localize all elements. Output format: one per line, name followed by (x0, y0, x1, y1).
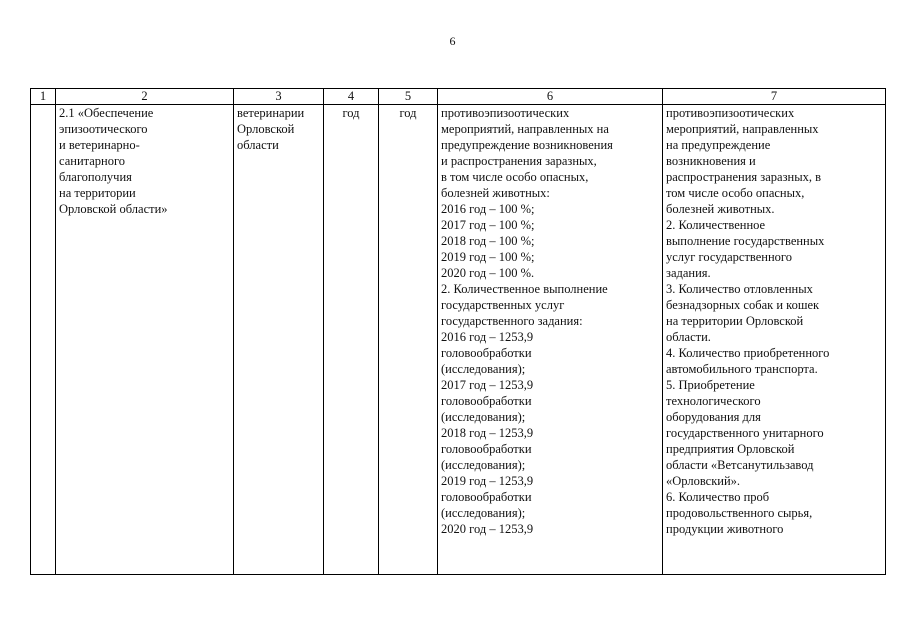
result-line: 2017 год – 1253,9 (441, 378, 534, 392)
subprogram-line: 2.1 «Обеспечение (59, 106, 154, 120)
indicator-line: автомобильного транспорта. (666, 362, 818, 376)
result-line: (исследования); (441, 410, 526, 424)
cell-expected-results (438, 105, 663, 575)
cell-number (31, 105, 56, 575)
indicator-line: противоэпизоотических (666, 106, 795, 120)
executor-line: Орловской (237, 122, 295, 136)
header-cell-3: 3 (234, 89, 324, 105)
executor-line: области (237, 138, 279, 152)
indicator-line: мероприятий, направленных (666, 122, 819, 136)
indicator-line: области. (666, 330, 711, 344)
indicator-line: 6. Количество проб (666, 490, 770, 504)
result-line: в том числе особо опасных, (441, 170, 589, 184)
result-line: (исследования); (441, 506, 526, 520)
header-cell-2: 2 (56, 89, 234, 105)
result-line: 2020 год – 100 %. (441, 266, 535, 280)
header-cell-7: 7 (663, 89, 886, 105)
indicator-line: 3. Количество отловленных (666, 282, 813, 296)
indicator-line: 5. Приобретение (666, 378, 755, 392)
result-line: и распространения заразных, (441, 154, 597, 168)
header-cell-5: 5 (379, 89, 438, 105)
result-line: головообработки (441, 394, 532, 408)
indicator-line: на предупреждение (666, 138, 771, 152)
indicator-line: продовольственного сырья, (666, 506, 813, 520)
indicator-line: услуг государственного (666, 250, 793, 264)
cell-subprogram (56, 105, 234, 575)
result-line: 2016 год – 1253,9 (441, 330, 534, 344)
header-cell-6: 6 (438, 89, 663, 105)
subprogram-line: Орловской области» (59, 202, 168, 216)
indicator-line: распространения заразных, в (666, 170, 822, 184)
indicator-line: «Орловский». (666, 474, 741, 488)
result-line: головообработки (441, 490, 532, 504)
result-line: головообработки (441, 442, 532, 456)
result-line: 2017 год – 100 %; (441, 218, 535, 232)
indicator-line: болезней животных. (666, 202, 775, 216)
result-line: 2019 год – 1253,9 (441, 474, 534, 488)
indicator-line: продукции животного (666, 522, 784, 536)
result-line: болезней животных: (441, 186, 550, 200)
result-line: 2019 год – 100 %; (441, 250, 535, 264)
result-line: мероприятий, направленных на (441, 122, 609, 136)
result-line: головообработки (441, 346, 532, 360)
table-row (31, 105, 886, 575)
indicator-line: государственного унитарного (666, 426, 824, 440)
indicator-line: предприятия Орловской (666, 442, 795, 456)
subprogram-line: санитарного (59, 154, 126, 168)
subprogram-line: и ветеринарно- (59, 138, 140, 152)
header-row (31, 89, 886, 105)
subprogram-line: эпизоотического (59, 122, 148, 136)
page-number: 6 (449, 34, 456, 48)
result-line: государственных услуг (441, 298, 565, 312)
indicator-line: технологического (666, 394, 761, 408)
result-line: 2018 год – 1253,9 (441, 426, 534, 440)
indicator-line: задания. (666, 266, 711, 280)
result-line: 2020 год – 1253,9 (441, 522, 534, 536)
indicator-line: том числе особо опасных, (666, 186, 805, 200)
indicator-line: возникновения и (666, 154, 756, 168)
executor-line: ветеринарии (237, 106, 305, 120)
indicator-line: оборудования для (666, 410, 761, 424)
indicator-line: выполнение государственных (666, 234, 825, 248)
cell-executor (234, 105, 324, 575)
subprogram-line: на территории (59, 186, 136, 200)
cell-end-year: год (379, 105, 438, 575)
result-line: (исследования); (441, 362, 526, 376)
result-line: 2. Количественное выполнение (441, 282, 608, 296)
header-cell-4: 4 (324, 89, 379, 105)
result-line: 2016 год – 100 %; (441, 202, 535, 216)
indicator-line: на территории Орловской (666, 314, 804, 328)
header-cell-1: 1 (31, 89, 56, 105)
program-table (30, 88, 886, 575)
result-line: государственного задания: (441, 314, 583, 328)
indicator-line: области «Ветсанутильзавод (666, 458, 814, 472)
result-line: противоэпизоотических (441, 106, 570, 120)
indicator-line: безнадзорных собак и кошек (666, 298, 820, 312)
indicator-line: 2. Количественное (666, 218, 766, 232)
result-line: предупреждение возникновения (441, 138, 613, 152)
result-line: 2018 год – 100 %; (441, 234, 535, 248)
result-line: (исследования); (441, 458, 526, 472)
subprogram-line: благополучия (59, 170, 132, 184)
cell-start-year: год (324, 105, 379, 575)
indicator-line: 4. Количество приобретенного (666, 346, 830, 360)
cell-indicators (663, 105, 886, 575)
